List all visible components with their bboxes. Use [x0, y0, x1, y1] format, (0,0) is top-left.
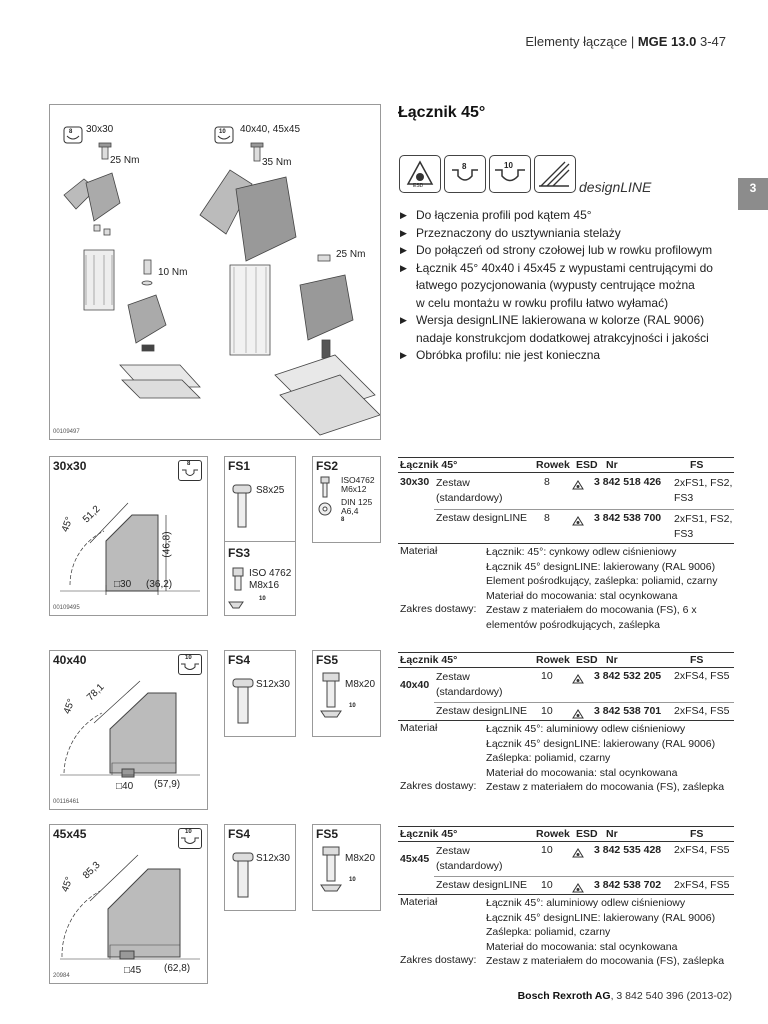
col-header: ESD	[576, 459, 598, 471]
fs-spec: 10	[349, 703, 356, 709]
row-part-number: 3 842 518 426	[594, 476, 662, 488]
fs4-box	[224, 824, 296, 911]
dim-diagonal: 85,3	[80, 859, 103, 882]
bolt-icon	[225, 825, 295, 910]
material-line: Element pośrodkujący, zaślepka: poliamid, czarny	[486, 575, 718, 587]
col-header: FS	[690, 828, 704, 840]
row-fs: 2xFS4, FS5	[674, 705, 730, 717]
row-desc: Zestaw designLINE	[436, 512, 528, 524]
torque-b: 35 Nm	[262, 157, 292, 168]
delivery-label: Zakres dostawy:	[400, 954, 477, 966]
table-bottom-line	[398, 894, 734, 895]
row-fs	[674, 476, 732, 506]
feature-item-cont: w celu montażu w rowku profilu łatwo wyłamać)	[416, 295, 669, 310]
row-fs: 2xFS4, FS5	[674, 670, 730, 682]
feature-item-cont: nadaje konstrukcjom dodatkowej atrakcyjności i jakości	[416, 330, 709, 345]
feature-item: ▶ Do łączenia profili pod kątem 45°	[398, 207, 734, 225]
delivery-label: Zakres dostawy:	[400, 603, 477, 615]
row-desc: Zestaw designLINE	[436, 879, 528, 891]
row-fs: 2xFS4, FS5	[674, 879, 730, 891]
row-size: 45x45	[400, 853, 430, 865]
esd-label: ESD	[413, 183, 424, 189]
header-title: Elementy łączące	[525, 34, 628, 49]
fs-spec: 10	[349, 877, 356, 883]
feature-item: ▶ Obróbka profilu: nie jest konieczna	[398, 347, 734, 365]
delivery-line: Zestaw z materiałem do mocowania (FS), zaślepka	[486, 781, 725, 793]
page-footer: Bosch Rexroth AG, 3 842 540 396 (2013-02)	[517, 990, 732, 1002]
esd-icon	[399, 155, 441, 193]
spec-table-45x45	[398, 826, 734, 967]
material-list	[486, 722, 732, 795]
slot8-badge-icon	[444, 155, 486, 193]
row-slot: 10	[541, 879, 553, 891]
row-part-number: 3 842 535 428	[594, 844, 662, 856]
fs-spec: S12x30	[256, 679, 290, 690]
material-line: Łącznik 45° designLINE: lakierowany (RAL 9006)	[486, 737, 716, 750]
esd-icon	[572, 845, 584, 863]
delivery-line: elementów pośrodkujących, zaślepka	[486, 618, 660, 631]
delivery-line: Zestaw z materiałem do mocowania (FS), 6 x	[486, 604, 697, 616]
bolt-icon	[225, 457, 295, 542]
row-part-number: 3 842 538 700	[594, 512, 662, 524]
material-line: Łącznik 45° designLINE: lakierowany (RAL 9006)	[486, 911, 716, 924]
col-header: Łącznik 45°	[400, 654, 458, 666]
drawing-size-title: 40x40	[53, 653, 87, 667]
drawing-30x30-svg	[50, 457, 207, 615]
table-row	[398, 475, 734, 511]
col-header: Łącznik 45°	[400, 459, 458, 471]
col-header: FS	[690, 654, 704, 666]
overview-size-left: 30x30	[86, 124, 114, 135]
spec-table-40x40	[398, 652, 734, 793]
footer-doc: 3 842 540 396 (2013-02)	[616, 990, 732, 1002]
material-line: Zaślepka: poliamid, czarny	[486, 926, 611, 938]
fs5-box	[312, 824, 381, 911]
feature-item-cont: łatwego pozycjonowania (wypusty centrujące można	[416, 278, 695, 292]
row-desc	[436, 670, 503, 700]
fs-line: 2xFS1, FS2,	[674, 513, 733, 525]
material-line: Łącznik 45°: aluminiowy odlew ciśnieniowy	[486, 897, 686, 909]
row-part-number: 3 842 538 701	[594, 705, 662, 717]
material-line: Łącznik 45°: aluminiowy odlew ciśnieniowy	[486, 723, 686, 735]
dim-height: (46,8)	[161, 531, 173, 558]
row-divider	[434, 876, 734, 877]
dim-width: (62,8)	[164, 963, 191, 974]
dim-width: (57,9)	[154, 779, 181, 790]
feature-item: ▶ Wersja designLINE lakierowana w kolorze (RAL 9006)	[398, 312, 734, 330]
torque-a: 25 Nm	[110, 155, 140, 166]
desc-line: Zestaw	[436, 671, 470, 683]
fs-spec: S8x25	[256, 485, 285, 496]
row-slot: 8	[544, 476, 550, 488]
slot8-icon	[64, 127, 82, 143]
fs-spec: ISO4762	[341, 475, 375, 485]
desc-line: (standardowy)	[436, 686, 503, 698]
fs3-specs	[249, 568, 291, 592]
product-title: Łącznik 45°	[398, 104, 486, 121]
drawing-40x40	[49, 650, 208, 810]
header-page: 3-47	[699, 34, 726, 49]
col-header: Nr	[606, 828, 618, 840]
overview-badge-right: 10	[219, 129, 226, 135]
esd-icon	[572, 477, 584, 495]
fs-spec: DIN 125	[341, 497, 373, 507]
material-line: Łącznik 45° designLINE: lakierowany (RAL 9006)	[486, 560, 716, 573]
delivery-label: Zakres dostawy:	[400, 780, 477, 792]
dim-angle: 45°	[61, 697, 78, 716]
fs-spec: 8	[341, 517, 345, 523]
hex-bolt-icon	[313, 651, 380, 736]
col-header: Rowek	[536, 654, 570, 666]
fs4-box	[224, 650, 296, 737]
bolt-icon	[225, 651, 295, 736]
esd-icon	[572, 671, 584, 689]
feature-item: ▶ Łącznik 45° 40x40 i 45x45 z wypustami centrującymi do	[398, 260, 734, 278]
dim-angle: 45°	[59, 875, 76, 894]
page-header: Elementy łączące | MGE 13.0 3-47	[525, 34, 726, 49]
fs2-specs	[341, 476, 375, 525]
col-header: Rowek	[536, 459, 570, 471]
fs1-box	[224, 456, 296, 543]
overview-badge-left: 8	[69, 129, 73, 135]
fs5-box	[312, 650, 381, 737]
row-desc: Zestaw designLINE	[436, 705, 528, 717]
drawing-30x30	[49, 456, 208, 616]
dim-diagonal: 78,1	[84, 681, 107, 704]
material-label: Materiał	[400, 722, 438, 734]
esd-icon	[572, 513, 584, 531]
row-part-number: 3 842 532 205	[594, 670, 662, 682]
torque-d: 25 Nm	[336, 249, 366, 260]
row-part-number: 3 842 538 702	[594, 879, 662, 891]
dim-square: □40	[116, 781, 134, 792]
table-row	[398, 511, 734, 545]
slot-badge-number: 8	[187, 461, 191, 467]
drawing-size-title: 30x30	[53, 459, 87, 473]
fs-spec: S12x30	[256, 853, 290, 864]
material-list	[486, 896, 732, 969]
material-line: Zaślepka: poliamid, czarny	[486, 752, 611, 764]
drawing-code: 20984	[53, 973, 70, 979]
dim-square: □45	[124, 965, 142, 976]
fs-line: 2xFS1, FS2,	[674, 477, 733, 489]
slot-badge-number: 10	[185, 655, 192, 661]
overview-drawing	[50, 105, 380, 439]
row-fs: 2xFS4, FS5	[674, 844, 730, 856]
row-slot: 10	[541, 670, 553, 682]
fs-line: FS3	[674, 492, 694, 504]
header-code: MGE 13.0	[637, 34, 697, 49]
row-divider	[434, 702, 734, 703]
fs-spec: M6x12	[341, 484, 367, 494]
overview-code: 00109497	[53, 429, 80, 435]
material-label: Materiał	[400, 545, 438, 557]
fs-name: FS1	[228, 459, 251, 473]
row-slot: 10	[541, 844, 553, 856]
material-line: Materiał do mocowania: stal ocynkowana	[486, 589, 678, 602]
feature-item: ▶ Przeznaczony do usztywniania stelaży	[398, 225, 734, 243]
design-line-label: designLINE	[579, 179, 652, 195]
fs-line: FS3	[674, 528, 694, 540]
torque-c: 10 Nm	[158, 267, 188, 278]
col-header: ESD	[576, 828, 598, 840]
overview-figure	[49, 104, 381, 440]
fs-spec: 10	[259, 596, 266, 602]
fs-name: FS4	[228, 827, 251, 841]
col-header: ESD	[576, 654, 598, 666]
row-divider	[434, 509, 734, 510]
desc-line: Zestaw	[436, 477, 470, 489]
col-header: FS	[690, 459, 704, 471]
hex-bolt-icon	[313, 825, 380, 910]
drawing-code: 00109495	[53, 605, 80, 611]
row-slot: 8	[544, 512, 550, 524]
design-line-icon	[534, 155, 576, 193]
slot-badge-number: 10	[185, 829, 192, 835]
dim-width: (36,2)	[146, 579, 173, 590]
col-header: Rowek	[536, 828, 570, 840]
feature-list	[398, 207, 734, 365]
fs2-box	[312, 456, 381, 543]
dim-square: □30	[114, 579, 132, 590]
feature-item: ▶ Do połączeń od strony czołowej lub w rowku profilowym	[398, 242, 734, 260]
row-size: 30x30	[400, 476, 430, 488]
row-size: 40x40	[400, 679, 430, 691]
table-bottom-line	[398, 720, 734, 721]
slot10-badge-number: 10	[504, 161, 513, 170]
row-slot: 10	[541, 705, 553, 717]
col-header: Nr	[606, 654, 618, 666]
table-bottom-line	[398, 543, 734, 544]
fs-spec: M8x20	[345, 679, 376, 690]
desc-line: (standardowy)	[436, 860, 503, 872]
drawing-45x45-svg	[50, 825, 207, 983]
col-header: Łącznik 45°	[400, 828, 458, 840]
material-list	[486, 545, 732, 632]
overview-size-right: 40x40, 45x45	[240, 124, 301, 135]
drawing-code: 00116461	[53, 799, 80, 805]
material-line: Materiał do mocowania: stal ocynkowana	[486, 940, 678, 953]
dim-angle: 45°	[59, 515, 76, 534]
col-header: Nr	[606, 459, 618, 471]
desc-line: (standardowy)	[436, 492, 503, 504]
fs-name: FS4	[228, 653, 251, 667]
fs-name: FS5	[316, 653, 339, 667]
fs-name: FS5	[316, 827, 339, 841]
fs3-box	[224, 541, 296, 616]
fs-spec: M8x20	[345, 853, 376, 864]
fs-spec: M8x16	[249, 580, 280, 591]
spec-table-30x30	[398, 457, 734, 631]
dim-diagonal: 51,2	[80, 503, 103, 526]
section-tab: 3	[738, 178, 768, 210]
drawing-size-title: 45x45	[53, 827, 87, 841]
row-desc	[436, 844, 503, 874]
desc-line: Zestaw	[436, 845, 470, 857]
fs-spec: ISO 4762	[249, 568, 292, 579]
row-desc	[436, 476, 503, 506]
fs-name: FS2	[316, 459, 339, 473]
slot8-badge-number: 8	[462, 162, 467, 171]
material-line: Łącznik: 45°: cynkowy odlew ciśnieniowy	[486, 546, 677, 558]
material-line: Materiał do mocowania: stal ocynkowana	[486, 766, 678, 779]
drawing-45x45	[49, 824, 208, 984]
slot10-badge-icon	[489, 155, 531, 193]
delivery-line: Zestaw z materiałem do mocowania (FS), zaślepka	[486, 955, 725, 967]
row-fs	[674, 512, 732, 542]
material-label: Materiał	[400, 896, 438, 908]
fs-name: FS3	[228, 546, 251, 560]
fs-spec: A6,4	[341, 506, 359, 516]
footer-company: Bosch Rexroth AG	[517, 990, 611, 1002]
